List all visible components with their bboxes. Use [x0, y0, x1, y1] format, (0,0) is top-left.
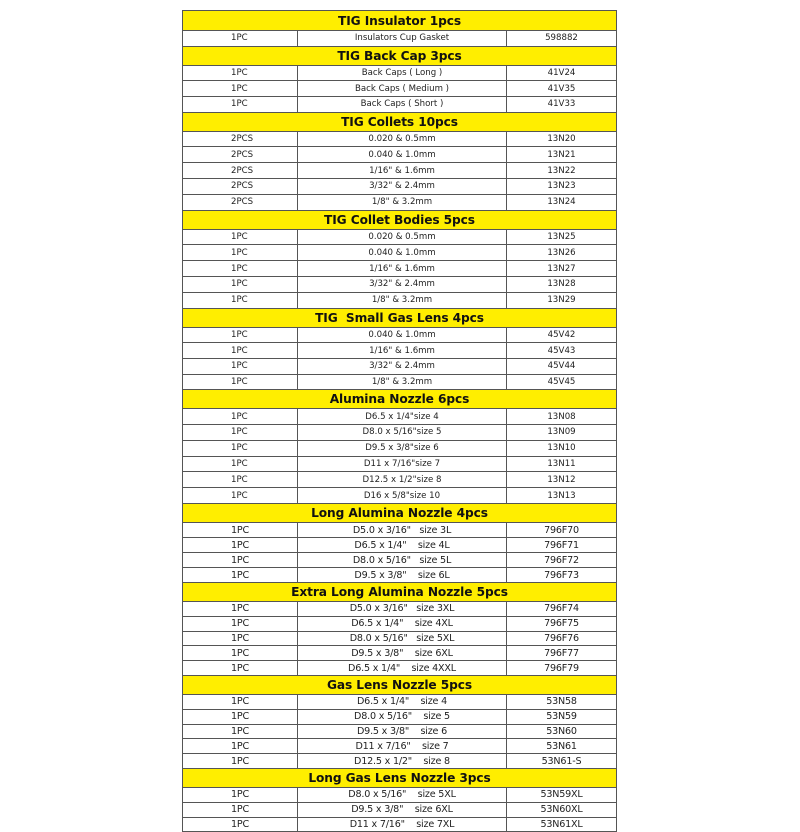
quantity-cell: 1PC	[183, 229, 298, 245]
description-cell: D5.0 x 3/16" size 3L	[298, 523, 507, 538]
section-title: TIG Small Gas Lens 4pcs	[183, 308, 617, 327]
description-cell: D12.5 x 1/2"size 8	[298, 472, 507, 488]
part-number-cell: 41V24	[507, 65, 617, 81]
part-number-cell: 796F73	[507, 568, 617, 583]
description-cell: D9.5 x 3/8" size 6XL	[298, 646, 507, 661]
section-title: Gas Lens Nozzle 5pcs	[183, 676, 617, 695]
quantity-cell: 1PC	[183, 538, 298, 553]
section-header-row	[183, 390, 617, 409]
description-cell: Insulators Cup Gasket	[298, 31, 507, 47]
table-row	[183, 523, 617, 538]
table-row	[183, 147, 617, 163]
table-row	[183, 440, 617, 456]
part-number-cell: 13N11	[507, 456, 617, 472]
quantity-cell: 1PC	[183, 488, 298, 504]
part-number-cell: 598882	[507, 31, 617, 47]
part-number-cell: 13N08	[507, 409, 617, 425]
part-number-cell: 53N59	[507, 709, 617, 724]
description-cell: D11 x 7/16" size 7XL	[298, 817, 507, 832]
description-cell: D6.5 x 1/4" size 4L	[298, 538, 507, 553]
table-row	[183, 178, 617, 194]
part-number-cell: 13N28	[507, 276, 617, 292]
part-number-cell: 13N13	[507, 488, 617, 504]
quantity-cell: 1PC	[183, 631, 298, 646]
description-cell: D6.5 x 1/4" size 4	[298, 695, 507, 710]
section-title: Long Alumina Nozzle 4pcs	[183, 504, 617, 523]
table-row	[183, 646, 617, 661]
quantity-cell: 1PC	[183, 425, 298, 441]
section-title: TIG Collets 10pcs	[183, 112, 617, 131]
quantity-cell: 1PC	[183, 553, 298, 568]
table-row	[183, 568, 617, 583]
quantity-cell: 2PCS	[183, 147, 298, 163]
part-number-cell: 13N20	[507, 131, 617, 147]
section-header-row	[183, 210, 617, 229]
table-row	[183, 194, 617, 210]
table-row	[183, 65, 617, 81]
part-number-cell: 13N09	[507, 425, 617, 441]
part-number-cell: 13N26	[507, 245, 617, 261]
quantity-cell: 1PC	[183, 276, 298, 292]
part-number-cell: 53N61	[507, 739, 617, 754]
description-cell: Back Caps ( Long )	[298, 65, 507, 81]
quantity-cell: 1PC	[183, 709, 298, 724]
quantity-cell: 1PC	[183, 96, 298, 112]
parts-table	[182, 10, 617, 832]
part-number-cell: 53N60	[507, 724, 617, 739]
table-row	[183, 709, 617, 724]
table-row	[183, 374, 617, 390]
description-cell: 3/32" & 2.4mm	[298, 358, 507, 374]
table-row	[183, 616, 617, 631]
section-title: TIG Insulator 1pcs	[183, 11, 617, 31]
description-cell: 0.040 & 1.0mm	[298, 245, 507, 261]
part-number-cell: 13N27	[507, 261, 617, 277]
description-cell: 0.020 & 0.5mm	[298, 229, 507, 245]
part-number-cell: 796F74	[507, 602, 617, 617]
quantity-cell: 1PC	[183, 724, 298, 739]
section-title: Long Gas Lens Nozzle 3pcs	[183, 769, 617, 788]
part-number-cell: 796F79	[507, 661, 617, 676]
section-title: TIG Back Cap 3pcs	[183, 46, 617, 65]
description-cell: D9.5 x 3/8" size 6L	[298, 568, 507, 583]
table-row	[183, 788, 617, 803]
table-row	[183, 358, 617, 374]
table-row	[183, 538, 617, 553]
section-header-row	[183, 504, 617, 523]
description-cell: D16 x 5/8"size 10	[298, 488, 507, 504]
description-cell: 3/32" & 2.4mm	[298, 178, 507, 194]
quantity-cell: 1PC	[183, 440, 298, 456]
section-header-row	[183, 769, 617, 788]
table-row	[183, 292, 617, 308]
part-number-cell: 13N29	[507, 292, 617, 308]
part-number-cell: 796F70	[507, 523, 617, 538]
quantity-cell: 1PC	[183, 374, 298, 390]
table-row	[183, 327, 617, 343]
part-number-cell: 13N25	[507, 229, 617, 245]
description-cell: D8.0 x 5/16" size 5L	[298, 553, 507, 568]
quantity-cell: 1PC	[183, 802, 298, 817]
description-cell: D5.0 x 3/16" size 3XL	[298, 602, 507, 617]
quantity-cell: 1PC	[183, 261, 298, 277]
description-cell: 1/16" & 1.6mm	[298, 163, 507, 179]
description-cell: 1/8" & 3.2mm	[298, 292, 507, 308]
table-row	[183, 31, 617, 47]
quantity-cell: 2PCS	[183, 178, 298, 194]
quantity-cell: 2PCS	[183, 131, 298, 147]
quantity-cell: 1PC	[183, 695, 298, 710]
quantity-cell: 1PC	[183, 343, 298, 359]
quantity-cell: 1PC	[183, 31, 298, 47]
section-title: Extra Long Alumina Nozzle 5pcs	[183, 583, 617, 602]
part-number-cell: 53N59XL	[507, 788, 617, 803]
section-header-row	[183, 46, 617, 65]
section-header-row	[183, 112, 617, 131]
description-cell: D12.5 x 1/2" size 8	[298, 754, 507, 769]
section-header-row	[183, 308, 617, 327]
section-header-row	[183, 583, 617, 602]
quantity-cell: 1PC	[183, 358, 298, 374]
part-number-cell: 13N12	[507, 472, 617, 488]
description-cell: Back Caps ( Short )	[298, 96, 507, 112]
quantity-cell: 1PC	[183, 754, 298, 769]
part-number-cell: 45V45	[507, 374, 617, 390]
table-row	[183, 661, 617, 676]
part-number-cell: 796F72	[507, 553, 617, 568]
part-number-cell: 45V44	[507, 358, 617, 374]
description-cell: D11 x 7/16" size 7	[298, 739, 507, 754]
table-row	[183, 456, 617, 472]
description-cell: D9.5 x 3/8"size 6	[298, 440, 507, 456]
part-number-cell: 796F77	[507, 646, 617, 661]
section-title: TIG Collet Bodies 5pcs	[183, 210, 617, 229]
quantity-cell: 1PC	[183, 81, 298, 97]
description-cell: D8.0 x 5/16" size 5XL	[298, 631, 507, 646]
part-number-cell: 13N23	[507, 178, 617, 194]
table-row	[183, 724, 617, 739]
description-cell: D9.5 x 3/8" size 6	[298, 724, 507, 739]
part-number-cell: 13N24	[507, 194, 617, 210]
description-cell: D11 x 7/16"size 7	[298, 456, 507, 472]
description-cell: D6.5 x 1/4" size 4XXL	[298, 661, 507, 676]
table-row	[183, 425, 617, 441]
table-row	[183, 229, 617, 245]
table-row	[183, 817, 617, 832]
quantity-cell: 1PC	[183, 327, 298, 343]
quantity-cell: 1PC	[183, 456, 298, 472]
table-row	[183, 553, 617, 568]
table-row	[183, 409, 617, 425]
table-row	[183, 343, 617, 359]
quantity-cell: 1PC	[183, 523, 298, 538]
quantity-cell: 1PC	[183, 788, 298, 803]
description-cell: 0.040 & 1.0mm	[298, 327, 507, 343]
quantity-cell: 1PC	[183, 65, 298, 81]
description-cell: D9.5 x 3/8" size 6XL	[298, 802, 507, 817]
part-number-cell: 796F71	[507, 538, 617, 553]
table-row	[183, 96, 617, 112]
part-number-cell: 53N58	[507, 695, 617, 710]
quantity-cell: 1PC	[183, 292, 298, 308]
description-cell: 1/16" & 1.6mm	[298, 343, 507, 359]
quantity-cell: 1PC	[183, 817, 298, 832]
table-row	[183, 261, 617, 277]
part-number-cell: 53N61-S	[507, 754, 617, 769]
part-number-cell: 13N10	[507, 440, 617, 456]
part-number-cell: 41V35	[507, 81, 617, 97]
section-header-row	[183, 676, 617, 695]
description-cell: 1/8" & 3.2mm	[298, 374, 507, 390]
quantity-cell: 1PC	[183, 568, 298, 583]
quantity-cell: 1PC	[183, 616, 298, 631]
table-row	[183, 739, 617, 754]
table-row	[183, 802, 617, 817]
quantity-cell: 1PC	[183, 661, 298, 676]
part-number-cell: 13N22	[507, 163, 617, 179]
table-row	[183, 163, 617, 179]
description-cell: 0.020 & 0.5mm	[298, 131, 507, 147]
description-cell: Back Caps ( Medium )	[298, 81, 507, 97]
table-row	[183, 472, 617, 488]
quantity-cell: 2PCS	[183, 163, 298, 179]
table-row	[183, 488, 617, 504]
description-cell: D8.0 x 5/16" size 5	[298, 709, 507, 724]
table-row	[183, 695, 617, 710]
quantity-cell: 1PC	[183, 472, 298, 488]
quantity-cell: 1PC	[183, 646, 298, 661]
part-number-cell: 796F76	[507, 631, 617, 646]
quantity-cell: 1PC	[183, 739, 298, 754]
part-number-cell: 796F75	[507, 616, 617, 631]
description-cell: 3/32" & 2.4mm	[298, 276, 507, 292]
section-title: Alumina Nozzle 6pcs	[183, 390, 617, 409]
part-number-cell: 41V33	[507, 96, 617, 112]
description-cell: 0.040 & 1.0mm	[298, 147, 507, 163]
table-row	[183, 81, 617, 97]
quantity-cell: 1PC	[183, 602, 298, 617]
part-number-cell: 45V43	[507, 343, 617, 359]
part-number-cell: 13N21	[507, 147, 617, 163]
quantity-cell: 2PCS	[183, 194, 298, 210]
table-row	[183, 754, 617, 769]
table-row	[183, 602, 617, 617]
quantity-cell: 1PC	[183, 245, 298, 261]
description-cell: D6.5 x 1/4"size 4	[298, 409, 507, 425]
section-header-row	[183, 11, 617, 31]
description-cell: D6.5 x 1/4" size 4XL	[298, 616, 507, 631]
table-row	[183, 631, 617, 646]
description-cell: 1/16" & 1.6mm	[298, 261, 507, 277]
description-cell: D8.0 x 5/16"size 5	[298, 425, 507, 441]
table-row	[183, 276, 617, 292]
table-row	[183, 131, 617, 147]
quantity-cell: 1PC	[183, 409, 298, 425]
table-row	[183, 245, 617, 261]
part-number-cell: 53N61XL	[507, 817, 617, 832]
part-number-cell: 53N60XL	[507, 802, 617, 817]
part-number-cell: 45V42	[507, 327, 617, 343]
description-cell: 1/8" & 3.2mm	[298, 194, 507, 210]
description-cell: D8.0 x 5/16" size 5XL	[298, 788, 507, 803]
